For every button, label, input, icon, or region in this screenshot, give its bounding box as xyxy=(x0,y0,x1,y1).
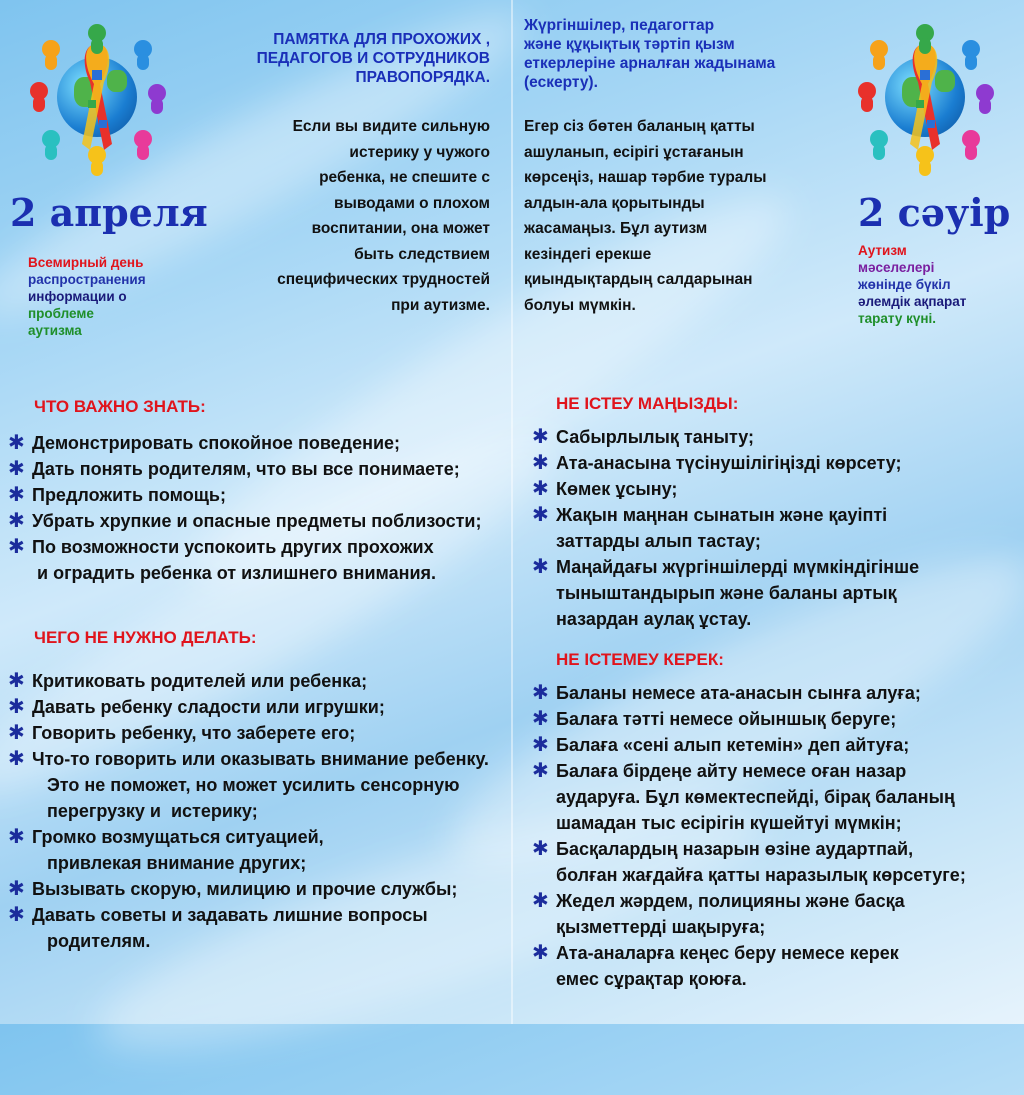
list-item xyxy=(532,680,1020,706)
puzzle-piece-icon: ✱ xyxy=(532,682,549,704)
caption-line: әлемдік ақпарат xyxy=(858,294,967,309)
list-item-line: Это не поможет, но может усилить сенсорную xyxy=(32,775,460,795)
puzzle-piece-icon: ✱ xyxy=(532,708,549,730)
list-item xyxy=(8,456,508,482)
caption-line: Аутизм xyxy=(858,243,907,258)
puzzle-piece-icon: ✱ xyxy=(532,760,549,782)
list-item xyxy=(8,876,513,902)
list-item-line: Жақын маңнан сынатын және қауіпті xyxy=(556,505,888,525)
list-item-line: Ата-аналарға кеңес беру немесе керек xyxy=(556,943,899,963)
list-item-line: Вызывать скорую, милицию и прочие службы; xyxy=(32,879,458,899)
intro-line: при аутизме. xyxy=(391,296,490,314)
caption-line: Всемирный день xyxy=(28,255,144,270)
intro-line: выводами о плохом xyxy=(334,194,490,212)
dont-list-ru xyxy=(8,668,513,954)
awareness-ribbon-icon xyxy=(908,40,942,160)
memo-title-kz xyxy=(524,16,775,92)
list-item-line: назардан аулақ ұстау. xyxy=(556,609,752,629)
caption-line: аутизма xyxy=(28,323,82,338)
list-item-line: Ата-анасына түсінушілігіңізді көрсету; xyxy=(556,453,902,473)
list-item xyxy=(532,424,1012,450)
puzzle-piece-icon: ✱ xyxy=(532,504,549,526)
list-item-line: Балаға «сені алып кетемін» деп айтуға; xyxy=(556,735,910,755)
list-item-line: Давать ребенку сладости или игрушки; xyxy=(32,697,385,717)
puzzle-piece-icon: ✱ xyxy=(532,452,549,474)
intro-line: специфических трудностей xyxy=(277,271,490,288)
list-item xyxy=(532,758,1020,836)
intro-line: көрсеңіз, нашар тәрбие туралы xyxy=(524,169,767,186)
intro-line: алдын-ала қорытынды xyxy=(524,194,705,212)
autism-globe-logo xyxy=(850,22,1000,172)
caption-line: мәселелері xyxy=(858,260,935,275)
intro-line: болуы мүмкін. xyxy=(524,296,636,314)
intro-line: жасамаңыз. Бұл аутизм xyxy=(524,220,708,237)
caption-line: жөнінде бүкіл xyxy=(858,277,951,292)
puzzle-piece-icon: ✱ xyxy=(8,510,25,532)
list-item-line: Убрать хрупкие и опасные предметы поблизости; xyxy=(32,511,482,531)
section-title-what-not-to-do: ЧЕГО НЕ НУЖНО ДЕЛАТЬ: xyxy=(34,628,257,647)
list-item xyxy=(8,824,513,876)
puzzle-piece-icon: ✱ xyxy=(532,478,549,500)
puzzle-piece-icon: ✱ xyxy=(532,734,549,756)
list-item-line: Громко возмущаться ситуацией, xyxy=(32,827,324,847)
caption-line: информации о xyxy=(28,289,127,304)
list-item-line: Балаға тәтті немесе ойыншық беруге; xyxy=(556,709,897,729)
intro-line: Если вы видите сильную xyxy=(292,118,490,135)
puzzle-piece-icon: ✱ xyxy=(532,942,549,964)
list-item xyxy=(532,888,1020,940)
list-item-line: По возможности успокоить других прохожих xyxy=(32,537,434,557)
intro-line: ребенка, не спешите с xyxy=(319,169,490,186)
list-item xyxy=(532,706,1020,732)
puzzle-piece-icon: ✱ xyxy=(8,904,25,926)
puzzle-piece-icon: ✱ xyxy=(8,484,25,506)
section-title-important-kz: НЕ ІСТЕУ МАҢЫЗДЫ: xyxy=(556,394,739,413)
do-list-ru xyxy=(8,430,508,586)
list-item-line: привлекая внимание других; xyxy=(32,853,307,873)
puzzle-piece-icon: ✱ xyxy=(8,432,25,454)
list-item-line: Что-то говорить или оказывать внимание ребенку. xyxy=(32,749,489,769)
list-item-line: Басқалардың назарын өзіне аудартпай, xyxy=(556,839,914,859)
list-item xyxy=(532,502,1012,554)
puzzle-piece-icon: ✱ xyxy=(8,458,25,480)
world-day-caption-ru xyxy=(28,254,146,339)
list-item-line: қызметтерді шақыруға; xyxy=(556,917,766,937)
list-item-line: Балаға бірдеңе айту немесе оған назар xyxy=(556,761,907,781)
memo-title-line: (ескерту). xyxy=(524,74,598,91)
list-item-line: Дать понять родителям, что вы все понимаете; xyxy=(32,459,460,479)
list-item-line: Жедел жәрдем, полицияны және басқа xyxy=(556,891,905,911)
puzzle-piece-icon: ✱ xyxy=(8,748,25,770)
do-list-kz xyxy=(532,424,1012,632)
list-item-line: Көмек ұсыну; xyxy=(556,479,678,499)
intro-paragraph-kz xyxy=(524,114,767,318)
puzzle-piece-icon: ✱ xyxy=(8,826,25,848)
list-item-line: Демонстрировать спокойное поведение; xyxy=(32,433,401,453)
list-item xyxy=(532,450,1012,476)
puzzle-piece-icon: ✱ xyxy=(532,426,549,448)
list-item xyxy=(8,534,508,586)
list-item-line: родителям. xyxy=(32,931,151,951)
date-heading-ru: 2 апреля xyxy=(10,190,208,235)
list-item xyxy=(532,836,1020,888)
puzzle-piece-icon: ✱ xyxy=(532,890,549,912)
list-item-line: аударуға. Бұл көмектеспейді, бірақ баланың xyxy=(556,787,955,807)
intro-paragraph-ru xyxy=(277,114,490,318)
list-item-line: Баланы немесе ата-анасын сынға алуға; xyxy=(556,683,921,703)
list-item-line: шамадан тыс есірігін күшейтуі мүмкін; xyxy=(556,813,902,833)
puzzle-piece-icon: ✱ xyxy=(8,670,25,692)
list-item-line: и оградить ребенка от излишнего внимания. xyxy=(32,563,437,583)
intro-line: Егер сіз бөтен баланың қатты xyxy=(524,118,755,135)
awareness-ribbon-icon xyxy=(80,40,114,160)
memo-title-line: ПАМЯТКА ДЛЯ ПРОХОЖИХ , xyxy=(273,31,490,48)
caption-line: распространения xyxy=(28,272,146,287)
intro-line: истерику у чужого xyxy=(349,143,490,161)
list-item-line: Говорить ребенку, что заберете его; xyxy=(32,723,356,743)
memo-title-line: және құқықтық тәртіп қызм xyxy=(524,36,735,53)
intro-line: қиындықтардың салдарынан xyxy=(524,271,753,288)
puzzle-piece-icon: ✱ xyxy=(8,722,25,744)
list-item-line: тыныштандырып және баланы артық xyxy=(556,583,897,603)
memo-title-line: ПРАВОПОРЯДКА. xyxy=(355,69,490,86)
caption-line: проблеме xyxy=(28,306,94,321)
memo-title-line: еткерлеріне арналған жадынама xyxy=(524,55,776,72)
list-item-line: Давать советы и задавать лишние вопросы xyxy=(32,905,428,925)
intro-line: ашуланып, есірігі ұстағанын xyxy=(524,143,744,161)
memo-title-ru xyxy=(257,30,490,87)
list-item xyxy=(8,746,513,824)
puzzle-piece-icon: ✱ xyxy=(8,536,25,558)
list-item-line: болған жағдайға қатты наразылық көрсетуге; xyxy=(556,865,966,885)
caption-line: тарату күні. xyxy=(858,311,937,326)
autism-globe-logo xyxy=(22,22,172,172)
dont-list-kz xyxy=(532,680,1020,992)
list-item xyxy=(8,430,508,456)
list-item xyxy=(8,508,508,534)
list-item-line: емес сұрақтар қоюға. xyxy=(556,969,747,989)
intro-line: воспитании, она может xyxy=(311,220,490,237)
puzzle-piece-icon: ✱ xyxy=(532,556,549,578)
list-item xyxy=(8,694,513,720)
list-item xyxy=(8,902,513,954)
intro-line: кезіндегі ерекше xyxy=(524,245,652,263)
list-item-line: перегрузку и истерику; xyxy=(32,801,258,821)
list-item-line: Сабырлылық таныту; xyxy=(556,427,754,447)
list-item-line: Критиковать родителей или ребенка; xyxy=(32,671,368,691)
puzzle-piece-icon: ✱ xyxy=(8,878,25,900)
world-day-caption-kz xyxy=(858,242,966,327)
list-item xyxy=(532,940,1020,992)
memo-title-line: Жүргіншілер, педагогтар xyxy=(524,17,715,34)
list-item xyxy=(8,482,508,508)
list-item-line: Предложить помощь; xyxy=(32,485,226,505)
intro-line: быть следствием xyxy=(354,245,490,263)
list-item xyxy=(8,668,513,694)
puzzle-piece-icon: ✱ xyxy=(8,696,25,718)
section-title-what-to-know: ЧТО ВАЖНО ЗНАТЬ: xyxy=(34,397,206,416)
list-item-line: Маңайдағы жүргіншілерді мүмкіндігінше xyxy=(556,557,920,577)
section-title-not-to-do-kz: НЕ ІСТЕМЕУ КЕРЕК: xyxy=(556,650,724,669)
date-heading-kz: 2 сәуір xyxy=(858,190,1011,235)
list-item xyxy=(8,720,513,746)
list-item xyxy=(532,732,1020,758)
list-item xyxy=(532,554,1012,632)
list-item xyxy=(532,476,1012,502)
puzzle-piece-icon: ✱ xyxy=(532,838,549,860)
list-item-line: заттарды алып тастау; xyxy=(556,531,761,551)
memo-title-line: ПЕДАГОГОВ И СОТРУДНИКОВ xyxy=(256,50,490,67)
